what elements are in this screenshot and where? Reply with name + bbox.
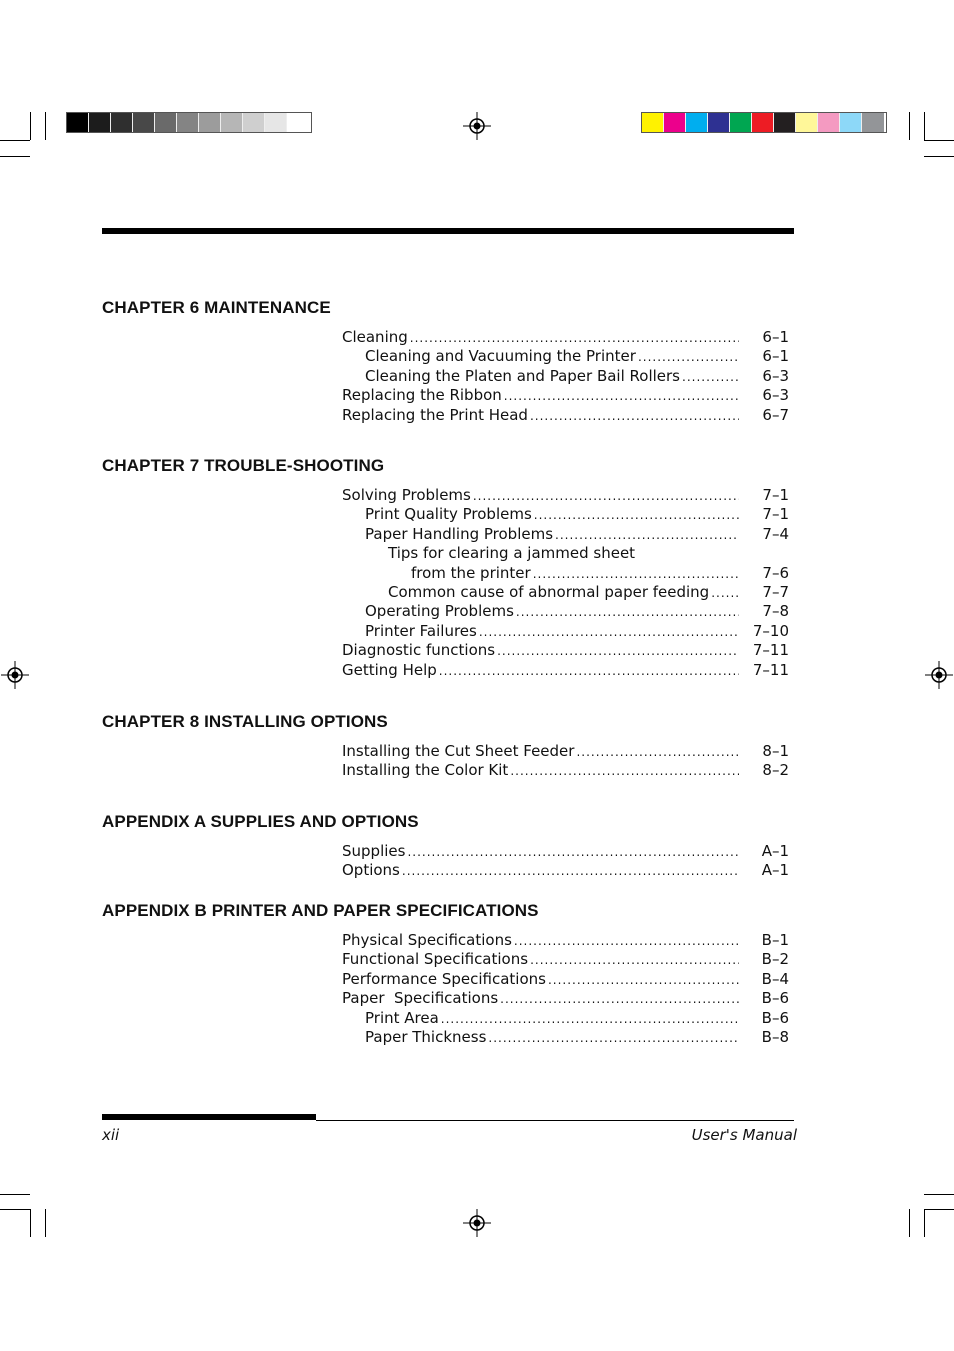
toc-entry-label: Cleaning and Vacuuming the Printer [365, 347, 636, 366]
color-swatch [818, 113, 840, 132]
toc-entry[interactable] [365, 347, 789, 367]
color-swatch [265, 113, 287, 132]
dot-leader [402, 864, 739, 878]
toc-entry[interactable] [342, 842, 789, 862]
color-swatch [155, 113, 177, 132]
color-swatch [708, 113, 730, 132]
toc-entry-page: 7–1 [762, 505, 789, 524]
color-swatch [686, 113, 708, 132]
toc-entry[interactable] [365, 622, 789, 642]
section-heading: CHAPTER 8 INSTALLING OPTIONS [102, 712, 388, 731]
toc-entry-label: Operating Problems [365, 602, 514, 621]
color-swatch [774, 113, 796, 132]
toc-entry-page: 8–1 [762, 742, 789, 760]
toc-entry-page: 6–1 [762, 328, 789, 346]
toc-entry-label: Physical Specifications [342, 931, 512, 949]
toc-entry-label: Options [342, 861, 400, 880]
toc-entry-page: 7–7 [762, 583, 789, 601]
section-heading: CHAPTER 7 TROUBLE-SHOOTING [102, 456, 385, 475]
dot-leader [473, 489, 739, 503]
color-swatch [243, 113, 265, 132]
toc-entry[interactable] [411, 564, 789, 584]
footer-rule-thick [102, 1114, 316, 1120]
toc-entry-label: Diagnostic functions [342, 641, 496, 660]
color-swatch [840, 113, 862, 132]
dot-leader [439, 664, 739, 678]
dot-leader [514, 934, 739, 948]
footer-page-number: xii [102, 1126, 120, 1144]
toc-entry-label: Solving Problems [342, 486, 471, 504]
toc-entry-page: 7–1 [762, 486, 789, 504]
toc-entry[interactable] [342, 386, 789, 406]
header-rule [102, 228, 794, 234]
toc-entry[interactable] [342, 406, 789, 426]
toc-entry-page: 6–3 [762, 386, 789, 405]
toc-entry[interactable] [342, 486, 789, 506]
toc-entry-page: 7–10 [752, 621, 789, 640]
toc-entry-label: Paper Thickness [365, 1028, 487, 1046]
crop-mark [909, 112, 910, 140]
toc-entry[interactable] [365, 1009, 789, 1029]
toc-entry[interactable] [342, 861, 789, 881]
toc-entry-page: B–6 [761, 1008, 789, 1027]
crop-mark [924, 112, 925, 140]
toc-entry[interactable] [365, 505, 789, 525]
color-calibration-bar [641, 112, 887, 133]
toc-entry-page: 6–3 [762, 366, 789, 385]
toc-entry[interactable] [342, 931, 789, 951]
crop-mark [0, 156, 30, 157]
toc-entry[interactable] [388, 583, 789, 603]
registration-target-icon [463, 112, 491, 140]
toc-entry-page: 6–7 [762, 405, 789, 424]
crop-mark [924, 1209, 954, 1210]
crop-mark [924, 1209, 925, 1237]
toc-entry-page: 7–6 [762, 563, 789, 582]
dot-leader [497, 644, 739, 658]
dot-leader [548, 973, 739, 987]
crop-mark [0, 1209, 30, 1210]
toc-entry-page: 7–4 [762, 524, 789, 543]
toc-entry[interactable] [342, 742, 789, 762]
color-swatch [199, 113, 221, 132]
dot-leader [504, 389, 739, 403]
toc-entry[interactable] [365, 525, 789, 545]
toc-entry[interactable] [342, 970, 789, 990]
section-heading: APPENDIX A SUPPLIES AND OPTIONS [102, 812, 419, 831]
toc-entry[interactable] [342, 641, 789, 661]
toc-entry-page: B–2 [761, 950, 789, 969]
toc-entry-label: Replacing the Ribbon [342, 386, 502, 405]
dot-leader [479, 625, 739, 639]
section-heading: APPENDIX B PRINTER AND PAPER SPECIFICATIONS [102, 901, 539, 920]
toc-entry[interactable] [342, 661, 789, 681]
dot-leader [711, 586, 739, 600]
toc-entry-label: Paper Handling Problems [365, 524, 554, 543]
toc-entry[interactable] [342, 761, 789, 781]
toc-entry[interactable] [365, 367, 789, 387]
color-swatch [730, 113, 752, 132]
crop-mark [0, 1194, 30, 1195]
toc-entry-label: Installing the Color Kit [342, 761, 509, 780]
dot-leader [533, 567, 739, 581]
color-swatch [111, 113, 133, 132]
toc-entry[interactable] [365, 1028, 789, 1048]
toc-entry[interactable] [342, 328, 789, 348]
dot-leader [510, 764, 739, 778]
toc-entry-label: Getting Help [342, 660, 437, 679]
toc-entry-page: 7–11 [752, 660, 789, 679]
registration-target-icon [1, 661, 29, 689]
toc-entry-label: Print Quality Problems [365, 505, 532, 524]
toc-entry-page: B–4 [761, 969, 789, 988]
toc-entry-page: 7–8 [762, 602, 789, 621]
toc-entry-page: B–8 [761, 1028, 789, 1046]
toc-entry-page: 7–11 [752, 641, 789, 660]
crop-mark [30, 112, 31, 140]
toc-entry-label: Supplies [342, 842, 406, 860]
dot-leader [555, 528, 739, 542]
color-swatch [862, 113, 884, 132]
dot-leader [638, 350, 739, 364]
color-swatch [67, 113, 89, 132]
toc-entry-label: Replacing the Print Head [342, 405, 528, 424]
crop-mark [45, 112, 46, 140]
toc-entry-label: Cleaning the Platen and Paper Bail Rollers [365, 366, 680, 385]
crop-mark [30, 1209, 31, 1237]
toc-entry-label: Paper Specifications [342, 989, 499, 1008]
color-swatch [221, 113, 243, 132]
toc-entry-label: Print Area [365, 1008, 439, 1027]
crop-mark [45, 1209, 46, 1237]
color-swatch [89, 113, 111, 132]
dot-leader [530, 953, 739, 967]
color-swatch [177, 113, 199, 132]
color-swatch [287, 113, 309, 132]
toc-entry-page: 8–2 [762, 761, 789, 780]
registration-target-icon [925, 661, 953, 689]
toc-entry-label: Printer Failures [365, 621, 477, 640]
dot-leader [407, 845, 739, 859]
section-heading: CHAPTER 6 MAINTENANCE [102, 298, 331, 317]
color-swatch [133, 113, 155, 132]
footer-manual-title: User's Manual [691, 1126, 797, 1144]
dot-leader [410, 331, 739, 345]
crop-mark [924, 156, 954, 157]
grayscale-calibration-bar [66, 112, 312, 133]
color-swatch [664, 113, 686, 132]
color-swatch [796, 113, 818, 132]
toc-entry[interactable] [342, 950, 789, 970]
registration-target-icon [463, 1209, 491, 1237]
toc-entry-label: Tips for clearing a jammed sheet [388, 544, 636, 563]
crop-mark [924, 140, 954, 141]
crop-mark [909, 1209, 910, 1237]
dot-leader [441, 1012, 739, 1026]
color-swatch [752, 113, 774, 132]
dot-leader [534, 508, 739, 522]
toc-entry-label: Functional Specifications [342, 950, 529, 969]
toc-entry-label: Installing the Cut Sheet Feeder [342, 742, 575, 760]
toc-entry-label: Cleaning [342, 328, 408, 346]
toc-entry-page: B–6 [761, 989, 789, 1008]
toc-entry-label: Common cause of abnormal paper feeding [388, 583, 710, 601]
toc-entry[interactable] [342, 989, 789, 1009]
toc-entry-label: Performance Specifications [342, 969, 546, 988]
color-swatch [642, 113, 664, 132]
dot-leader [576, 745, 739, 759]
toc-entry[interactable] [388, 544, 789, 564]
crop-mark [0, 140, 30, 141]
toc-entry-label: from the printer [411, 563, 531, 582]
crop-mark [924, 1194, 954, 1195]
footer-rule-thin [316, 1120, 794, 1121]
dot-leader [682, 370, 739, 384]
toc-entry-page: A–1 [761, 861, 789, 880]
dot-leader [500, 992, 739, 1006]
toc-entry-page: B–1 [761, 931, 789, 949]
toc-entry[interactable] [365, 602, 789, 622]
toc-entry-page: 6–1 [762, 347, 789, 366]
dot-leader [488, 1031, 739, 1045]
dot-leader [530, 409, 739, 423]
dot-leader [516, 605, 739, 619]
toc-entry-page: A–1 [761, 842, 789, 860]
